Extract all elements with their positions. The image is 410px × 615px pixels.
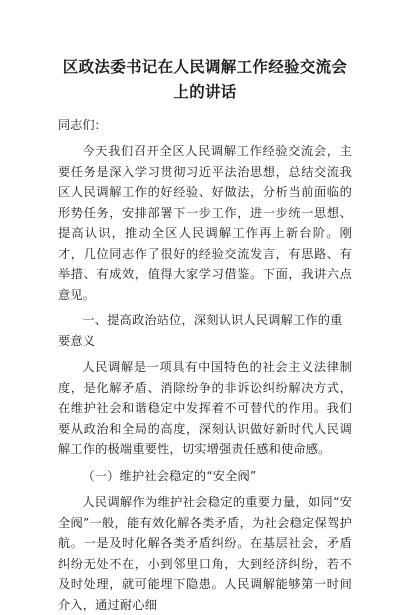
subsection-heading-1: （一）维护社会稳定的“安全阀” (82, 468, 257, 483)
paragraph-significance: 人民调解是一项具有中国特色的社会主义法律制度，是化解矛盾、消除纷争的非诉讼纠纷解决方式，在维护社会和谐稳定中发挥着不可替代的作用。我们要从政治和全局的高度，深刻认识做好新时代人民调解工作的极端重要性，切实增强责任感和使命感。 (58, 360, 352, 456)
document-title: 区政法委书记在人民调解工作经验交流会上的讲话 (62, 58, 348, 101)
paragraph-safety-valve: 人民调解作为维护社会稳定的重要力量，如同“安全阀”一般，能有效化解各类矛盾，为社会稳定保驾护航。一是及时化解各类矛盾纠纷。在基层社会，矛盾纠纷无处不在，小到邻里口角，大到经济纠纷，若不及时处理，就可能埋下隐患。人民调解能够第一时间介入，通过耐心细 (58, 495, 352, 612)
section-heading-1: 一、提高政治站位，深刻认识人民调解工作的重要意义 (58, 313, 343, 348)
salutation: 同志们： (58, 118, 107, 132)
paragraph-intro: 今天我们召开全区人民调解工作经验交流会，主要任务是深入学习贯彻习近平法治思想，总结交流我区人民调解工作的好经验、好做法，分析当前面临的形势任务，安排部署下一步工作，进一步统一思想、提高认识，推动全区人民调解工作再上新台阶。刚才，几位同志作了很好的经验交流发言，有思路、有举措、有成效，值得大家学习借鉴。下面，我讲六点意见。 (58, 144, 352, 302)
